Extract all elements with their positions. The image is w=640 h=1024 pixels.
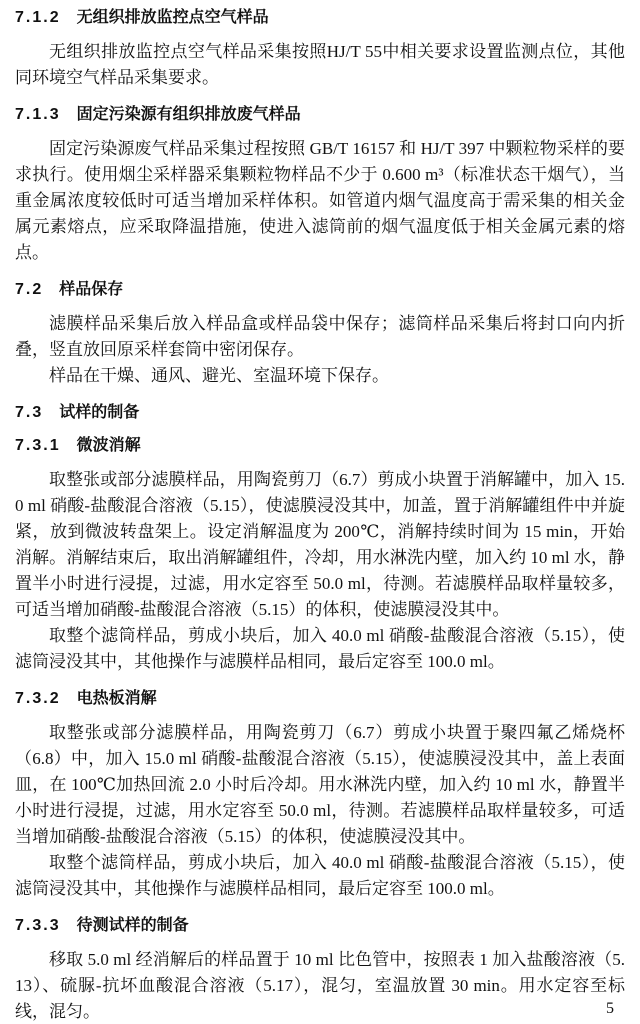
page-number: 5 — [606, 1000, 614, 1017]
section-number: 7.1.2 — [15, 9, 61, 26]
section-number: 7.3.1 — [15, 437, 61, 454]
section-number: 7.3.2 — [15, 690, 61, 707]
section-heading-7-3-2 — [15, 689, 625, 708]
section-number: 7.2 — [15, 281, 44, 298]
section-title: 待测试样的制备 — [76, 917, 189, 934]
paragraph: 固定污染源废气样品采集过程按照 GB/T 16157 和 HJ/T 397 中颗粒物采样的要求执行。使用烟尘采样器采集颗粒物样品不少于 0.600 m³（标准状态干烟气），当重金属浓度较低时可适当增加采样体积。如管道内烟气温度高于需采集的相关金属元素熔点，应采取降温措施，使进入滤筒前的烟气温度低于相关金属元素的熔点。 — [15, 139, 625, 262]
section-heading-7-3-3 — [15, 916, 625, 935]
paragraph: 取整张或部分滤膜样品，用陶瓷剪刀（6.7）剪成小块置于消解罐中，加入 15.0 ml 硝酸-盐酸混合溶液（5.15），使滤膜浸没其中，加盖，置于消解罐组件中并旋紧，放到微波转盘架上。设定消解温度为 200℃，消解持续时间为 15 min，开始消解。消解结束后，取出消解罐组件，冷却，用水淋洗内壁，加入约 10 ml 水，静置半小时进行浸提，过滤，用水定容至 50.0 ml，待测。若滤膜样品取样量较多，可适当增加硝酸-盐酸混合溶液（5.15）的体积，使滤膜浸没其中。 — [15, 470, 625, 619]
section-heading-7-1-2 — [15, 8, 625, 27]
section-heading-7-1-3 — [15, 105, 625, 124]
section-title: 微波消解 — [76, 437, 141, 454]
paragraph: 滤膜样品采集后放入样品盒或样品袋中保存；滤筒样品采集后将封口向内折叠，竖直放回原采样套筒中密闭保存。 — [15, 314, 625, 359]
section-title: 固定污染源有组织排放废气样品 — [76, 106, 301, 123]
paragraph: 样品在干燥、通风、避光、室温环境下保存。 — [49, 366, 389, 385]
section-number: 7.3.3 — [15, 917, 61, 934]
section-number: 7.1.3 — [15, 106, 61, 123]
section-heading-7-3 — [15, 403, 625, 422]
paragraph: 取整个滤筒样品，剪成小块后，加入 40.0 ml 硝酸-盐酸混合溶液（5.15），使滤筒浸没其中，其他操作与滤膜样品相同，最后定容至 100.0 ml。 — [15, 853, 625, 898]
section-heading-7-2 — [15, 280, 625, 299]
paragraph: 无组织排放监控点空气样品采集按照HJ/T 55中相关要求设置监测点位，其他同环境空气样品采集要求。 — [15, 42, 625, 87]
paragraph: 移取 5.0 ml 经消解后的样品置于 10 ml 比色管中，按照表 1 加入盐酸溶液（5.13）、硫脲-抗坏血酸混合溶液（5.17），混匀，室温放置 30 min。用水定容至标线，混匀。 — [15, 950, 625, 1021]
section-title: 试样的制备 — [59, 404, 140, 421]
section-title: 电热板消解 — [76, 690, 157, 707]
section-title: 样品保存 — [59, 281, 124, 298]
paragraph: 取整个滤筒样品，剪成小块后，加入 40.0 ml 硝酸-盐酸混合溶液（5.15），使滤筒浸没其中，其他操作与滤膜样品相同，最后定容至 100.0 ml。 — [15, 626, 625, 671]
section-number: 7.3 — [15, 404, 44, 421]
section-heading-7-3-1 — [15, 436, 625, 455]
paragraph: 取整张或部分滤膜样品，用陶瓷剪刀（6.7）剪成小块置于聚四氟乙烯烧杯（6.8）中，加入 15.0 ml 硝酸-盐酸混合溶液（5.15），使滤膜浸没其中，盖上表面皿，在 100℃加热回流 2.0 小时后冷却。用水淋洗内壁，加入约 10 ml 水，静置半小时进行浸提，过滤，用水定容至 50.0 ml，待测。若滤膜样品取样量较多，可适当增加硝酸-盐酸混合溶液（5.15）的体积，使滤膜浸没其中。 — [15, 723, 625, 846]
section-title: 无组织排放监控点空气样品 — [76, 9, 269, 26]
